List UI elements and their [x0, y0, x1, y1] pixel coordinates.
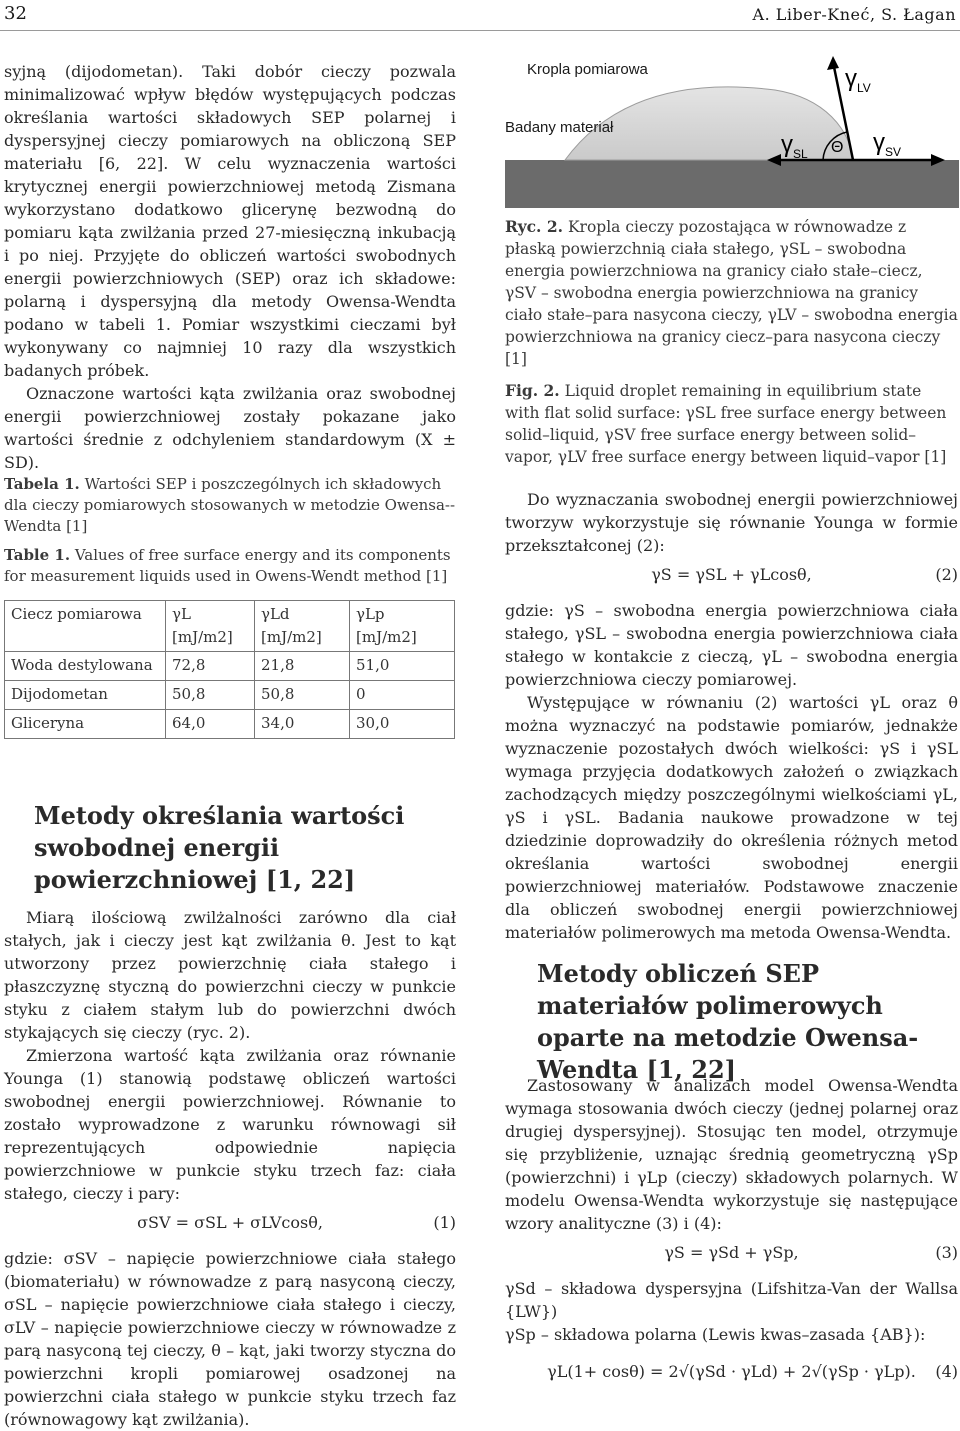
paragraph: gdzie: σSV – napięcie powierzchniowe ciała stałego (biomateriału) w równowadze z parą nasyconą cieczy, σSL – napięcie powierzchniowe ciała stałego i cieczy, σLV – napięcie powierzchniowe cieczy w równowadze z parą nasyconą tej cieczy, θ – kąt, jaki tworzy styczna do powierzchni kropli pomiarowej osadzonej na powierzchni ciała stałego w punkcie styku trzech faz (równowagowy kąt zwilżania). [4, 1249, 456, 1429]
gamma-sl-label: $\gamma_{SL}$ [781, 131, 808, 161]
fig-label-pl: Ryc. 2. [505, 217, 564, 236]
drop-label: Kropla pomiarowa [527, 61, 648, 78]
section-title: Metody obliczeń SEP materiałów polimerowych oparte na metodzie Owensa-Wendta [1, 22] [537, 959, 919, 1084]
figure-caption [505, 216, 958, 468]
table-cell: Gliceryna [5, 710, 166, 739]
table-cell: 50,8 [255, 681, 350, 710]
sep-table [4, 600, 455, 739]
table-cell: 50,8 [166, 681, 255, 710]
table-caption [4, 474, 456, 587]
table-cell: Woda destylowana [5, 652, 166, 681]
fig-text-en: Liquid droplet remaining in equilibrium state with flat solid surface: γSL free surface energy between solid–liquid, γSV free surface energy between solid–vapor, γLV free surface energy between liquid–vapor [1] [505, 382, 947, 466]
table-cell: 30,0 [350, 710, 455, 739]
paragraph: Oznaczone wartości kąta zwilżania oraz swobodnej energii powierzchniowej zostały pokazane jako wartości średnie z odchyleniem standardowym (X ± SD). [4, 384, 456, 472]
running-authors: A. Liber-Kneć, S. Łagan [752, 5, 956, 24]
table-header-row [5, 601, 455, 652]
table-text-pl: Wartości SEP i poszczególnych ich składowych dla cieczy pomiarowych stosowanych w metodzie Owensa--Wendta [1] [4, 475, 456, 535]
solid-substrate [505, 160, 959, 208]
paragraph: syjną (dijodometan). Taki dobór cieczy pozwala minimalizować wpływ błędów występujących podczas określania wartości składowych SEP polarnej i dyspersyjnej cieczy pomiarowych na obliczoną SEP materiału [6, 22]. W celu wyznaczenia wartości krytycznej energii powierzchniowej metodą Zismana wykorzystano dodatkowo glicerynę bezwodną do pomiaru kąta zwilżania przed 27-miesięczną inkubacją i po niej. Przyjęte do obliczeń wartości swobodnych energii powierzchniowych (SEP) oraz ich składowe: polarną i dyspersyjną dla metody Owensa-Wendta podano w tabeli 1. Pomiar wszystkimi cieczami był wykonywany co najmniej 10 razy dla wszystkich badanych próbek. [4, 62, 456, 380]
page-number: 32 [4, 3, 27, 24]
paragraph: gdzie: γS – swobodna energia powierzchniowa ciała stałego, γSL – swobodna energia powierzchniowa ciała stałego w kontakcie z cieczą, γL – swobodna energia powierzchniowa cieczy pomiarowej. [505, 601, 958, 689]
table-text-en: Values of free surface energy and its components for measurement liquids used in Owens-Wendt method [1] [4, 546, 451, 585]
gamma-sv-label: $\gamma_{SV}$ [873, 129, 902, 159]
right-column-text [505, 488, 958, 944]
equation-3: γS = γSd + γSp, (3) [664, 1243, 958, 1262]
paragraph: Do wyznaczania swobodnej energii powierzchniowej tworzyw wykorzystuje się równanie Younga w formie przekształconej (2): [505, 490, 958, 555]
table-header-cell: Ciecz pomiarowa [5, 601, 166, 652]
table-label-pl: Tabela 1. [4, 475, 80, 493]
table-row [5, 652, 455, 681]
table-cell: 64,0 [166, 710, 255, 739]
paragraph: Miarą ilościową zwilżalności zarówno dla ciał stałych, jak i cieczy jest kąt zwilżania θ. Jest to kąt utworzony przez powierzchnię ciała stałego i płaszczyznę styczną do powierzchni cieczy w punkcie styku z ciałem stałym lub do powierzchni dwóch stykających się cieczy (ryc. 2). [4, 908, 456, 1042]
left-top-text [4, 60, 456, 474]
fig-text-pl: Kropla cieczy pozostająca w równowadze z płaską powierzchnią ciała stałego, γSL – swobodna energia powierzchniowa na granicy ciało stałe–ciecz, γSV – swobodna energia powierzchniowa na granicy ciało stałe–para nasycona cieczy, γLV – swobodna energia powierzchniowa na granicy ciecz–para nasycona cieczy [1] [505, 218, 958, 368]
definition: γSd – składowa dyspersyjna (Lifshitza-Van der Wallsa {LW}) [505, 1279, 958, 1321]
paragraph: Zastosowany w analizach model Owensa-Wendta wymaga stosowania dwóch cieczy (jednej polarnej oraz drugiej dyspersyjnej). Stosując ten model, otrzymuje się przybliżenie, uznając średnią geometryczną γSp (powierzchni) i γLp (cieczy) składowych polarnych. W modelu Owensa-Wendta wykorzystuje się następujące wzory analityczne (3) i (4): [505, 1076, 958, 1233]
table-label-en: Table 1. [4, 546, 71, 564]
section-heading-2 [537, 958, 957, 1086]
table-cell: 72,8 [166, 652, 255, 681]
material-label: Badany materiał [505, 119, 614, 136]
table-cell: 21,8 [255, 652, 350, 681]
section-heading-1 [34, 800, 434, 896]
table-cell: 51,0 [350, 652, 455, 681]
table-row [5, 681, 455, 710]
section-title: Metody określania wartości swobodnej energii powierzchniowej [1, 22] [34, 801, 405, 894]
header-rule [0, 30, 960, 31]
theta-label: Θ [831, 139, 844, 156]
table-row [5, 710, 455, 739]
gamma-lv-label: $\gamma_{LV}$ [845, 65, 871, 95]
table-header-cell: γLp [mJ/m2] [350, 601, 455, 652]
equation-1: σSV = σSL + σLVcosθ, (1) [137, 1213, 456, 1232]
table-header-cell: γLd [mJ/m2] [255, 601, 350, 652]
equation-4: γL(1+ cosθ) = 2√(γSd · γLd) + 2√(γSp · γLp). (4) [547, 1362, 958, 1381]
table-cell: 0 [350, 681, 455, 710]
definition: γSp – składowa polarna (Lewis kwas–zasada {AB}): [505, 1325, 926, 1344]
table-cell: Dijodometan [5, 681, 166, 710]
fig-label-en: Fig. 2. [505, 381, 560, 400]
contact-angle-figure [505, 52, 959, 208]
page-header [0, 0, 960, 28]
droplet-diagram [505, 52, 959, 208]
left-lower-text [4, 906, 456, 1431]
paragraph: Zmierzona wartość kąta zwilżania oraz równanie Younga (1) stanowią podstawę obliczeń wartości swobodnej energii powierzchniowej. Równanie to zostało wyprowadzone z warunku równowagi sił reprezentujących odpowiednie napięcia powierzchniowe w punkcie styku trzech faz: ciała stałego, cieczy i pary: [4, 1046, 456, 1203]
table-header-cell: γL [mJ/m2] [166, 601, 255, 652]
equation-2: γS = γSL + γLcosθ, (2) [651, 565, 958, 584]
table-cell: 34,0 [255, 710, 350, 739]
paragraph: Występujące w równaniu (2) wartości γL oraz θ można wyznaczyć na podstawie pomiarów, jednakże wyznaczenie pozostałych dwóch wielkości: γS i γSL wymaga przyjęcia dodatkowych założeń o związkach zachodzących między poszczególnymi wielkościami γL, γS i γSL. Badania naukowe prowadzone w tej dziedzinie doprowadziły do określenia różnych metod określania wartości swobodnej energii powierzchniowej materiałów. Podstawowe znaczenie dla obliczeń swobodnej energii powierzchniowej materiałów polimerowych ma metoda Owensa-Wendta. [505, 693, 958, 942]
right-lower-text [505, 1074, 958, 1396]
